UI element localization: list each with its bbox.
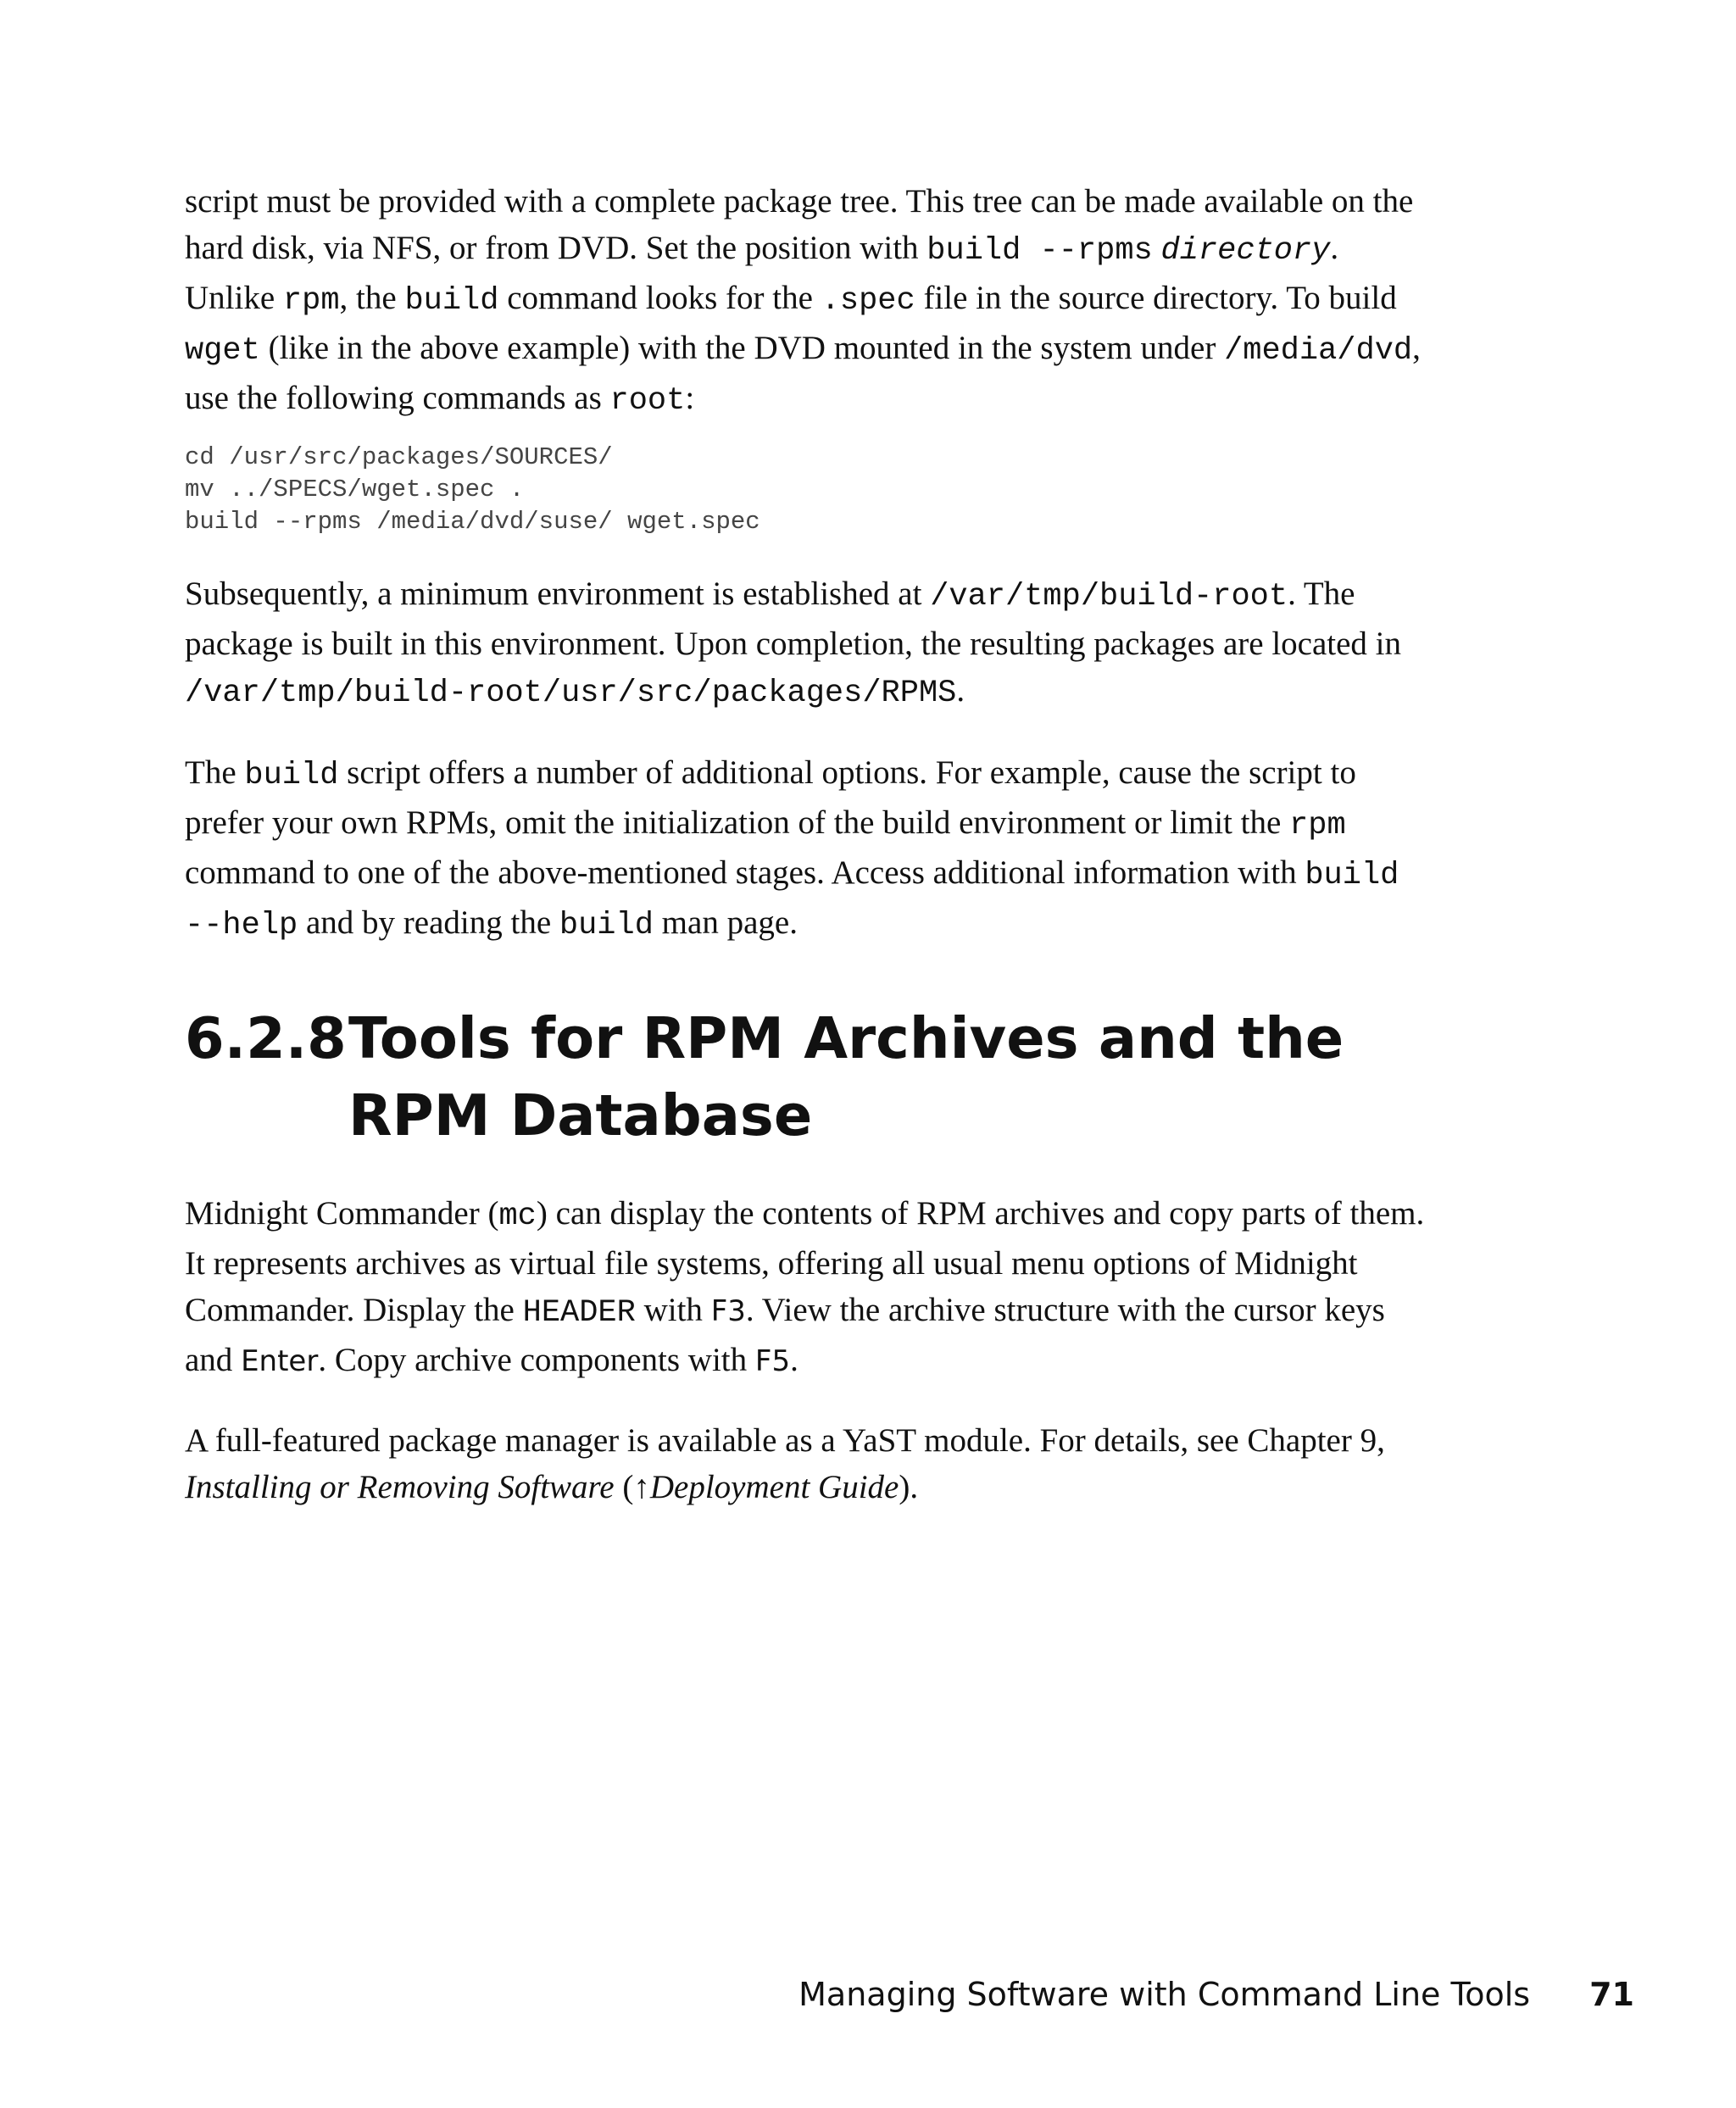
inline-code: /media/dvd	[1224, 333, 1413, 369]
text: (like in the above example) with the DVD mounted in the system under	[259, 330, 1225, 366]
page-content	[185, 178, 1435, 1543]
section-number: 6.2.8	[185, 1005, 347, 1071]
text: . Copy archive components with	[318, 1342, 755, 1378]
paragraph-yast	[185, 1417, 1435, 1510]
text: file in the source directory. To build	[915, 280, 1397, 316]
text: command looks for the	[498, 280, 821, 316]
inline-code: root	[609, 383, 686, 419]
page-footer	[798, 1973, 1634, 2016]
text: , use the following commands as	[185, 330, 1421, 416]
inline-code: mc	[498, 1199, 537, 1234]
text	[1153, 230, 1161, 266]
text: script must be provided with a complete package tree. This tree can be made available on the hard disk, via NFS, or from DVD. Set the position with	[185, 183, 1414, 266]
text: Midnight Commander (	[185, 1195, 499, 1232]
text: ) can display the contents of RPM archives and copy parts of them. It represents archives as virtual file systems, offering all usual menu options of Midnight Commander. Display the	[185, 1195, 1425, 1328]
inline-code: rpm	[1289, 808, 1346, 843]
inline-code: build	[244, 758, 339, 793]
page-number: 71	[1589, 1976, 1634, 2013]
inline-code: /var/tmp/build-root/usr/src/packages/RPMS	[185, 676, 957, 711]
text: script offers a number of additional options. For example, cause the script to prefer your own RPMs, omit the initialization of the build environment or limit the	[185, 754, 1356, 841]
inline-code: .spec	[821, 283, 915, 319]
code-block	[185, 442, 1435, 538]
text: The	[185, 754, 245, 791]
text: A full-featured package manager is available as a YaST module. For details, see Chapter 9,	[185, 1422, 1385, 1459]
text: . The package is built in this environment. Upon completion, the resulting packages are located in	[185, 576, 1402, 662]
text: .	[790, 1342, 798, 1378]
paragraph-build-root	[185, 570, 1435, 717]
inline-code: rpm	[282, 283, 340, 319]
code-line: build --rpms /media/dvd/suse/ wget.spec	[185, 508, 760, 536]
code-line: mv ../SPECS/wget.spec .	[185, 476, 525, 503]
book-reference-link[interactable]: ↑Deployment Guide	[633, 1469, 899, 1505]
text: (	[614, 1469, 634, 1505]
key-label: F3	[710, 1294, 746, 1328]
text: man page.	[653, 904, 798, 941]
inline-code: HEADER	[522, 1295, 636, 1331]
paragraph-midnight-commander	[185, 1190, 1435, 1385]
key-label: F5	[754, 1344, 791, 1378]
inline-code: wget	[185, 333, 260, 369]
code-line: cd /usr/src/packages/SOURCES/	[185, 443, 613, 471]
text: Subsequently, a minimum environment is established at	[185, 576, 931, 612]
text: . Unlike	[185, 230, 1339, 316]
inline-code: build --help	[185, 858, 1399, 943]
inline-code-placeholder: directory	[1160, 233, 1331, 269]
text: :	[685, 380, 695, 416]
inline-code: build	[559, 908, 654, 943]
text: and by reading the	[298, 904, 559, 941]
inline-code: build --rpms	[926, 233, 1153, 269]
text: ).	[899, 1469, 919, 1505]
paragraph-build-options	[185, 749, 1435, 949]
text: , the	[339, 280, 405, 316]
section-heading	[185, 1000, 1435, 1154]
text: command to one of the above-mentioned stages. Access additional information with	[185, 854, 1305, 891]
text: . View the archive structure with the cursor keys and	[185, 1292, 1385, 1378]
inline-code: /var/tmp/build-root	[930, 579, 1288, 615]
running-footer-title: Managing Software with Command Line Tools	[798, 1976, 1531, 2013]
inline-code: build	[404, 283, 499, 319]
text: with	[635, 1292, 711, 1328]
cross-reference-link[interactable]: Installing or Removing Software	[185, 1469, 615, 1505]
key-label: Enter	[241, 1344, 319, 1378]
paragraph-build-script	[185, 178, 1435, 425]
text: .	[956, 672, 965, 709]
section-title: Tools for RPM Archives and the RPM Database	[348, 1005, 1344, 1149]
